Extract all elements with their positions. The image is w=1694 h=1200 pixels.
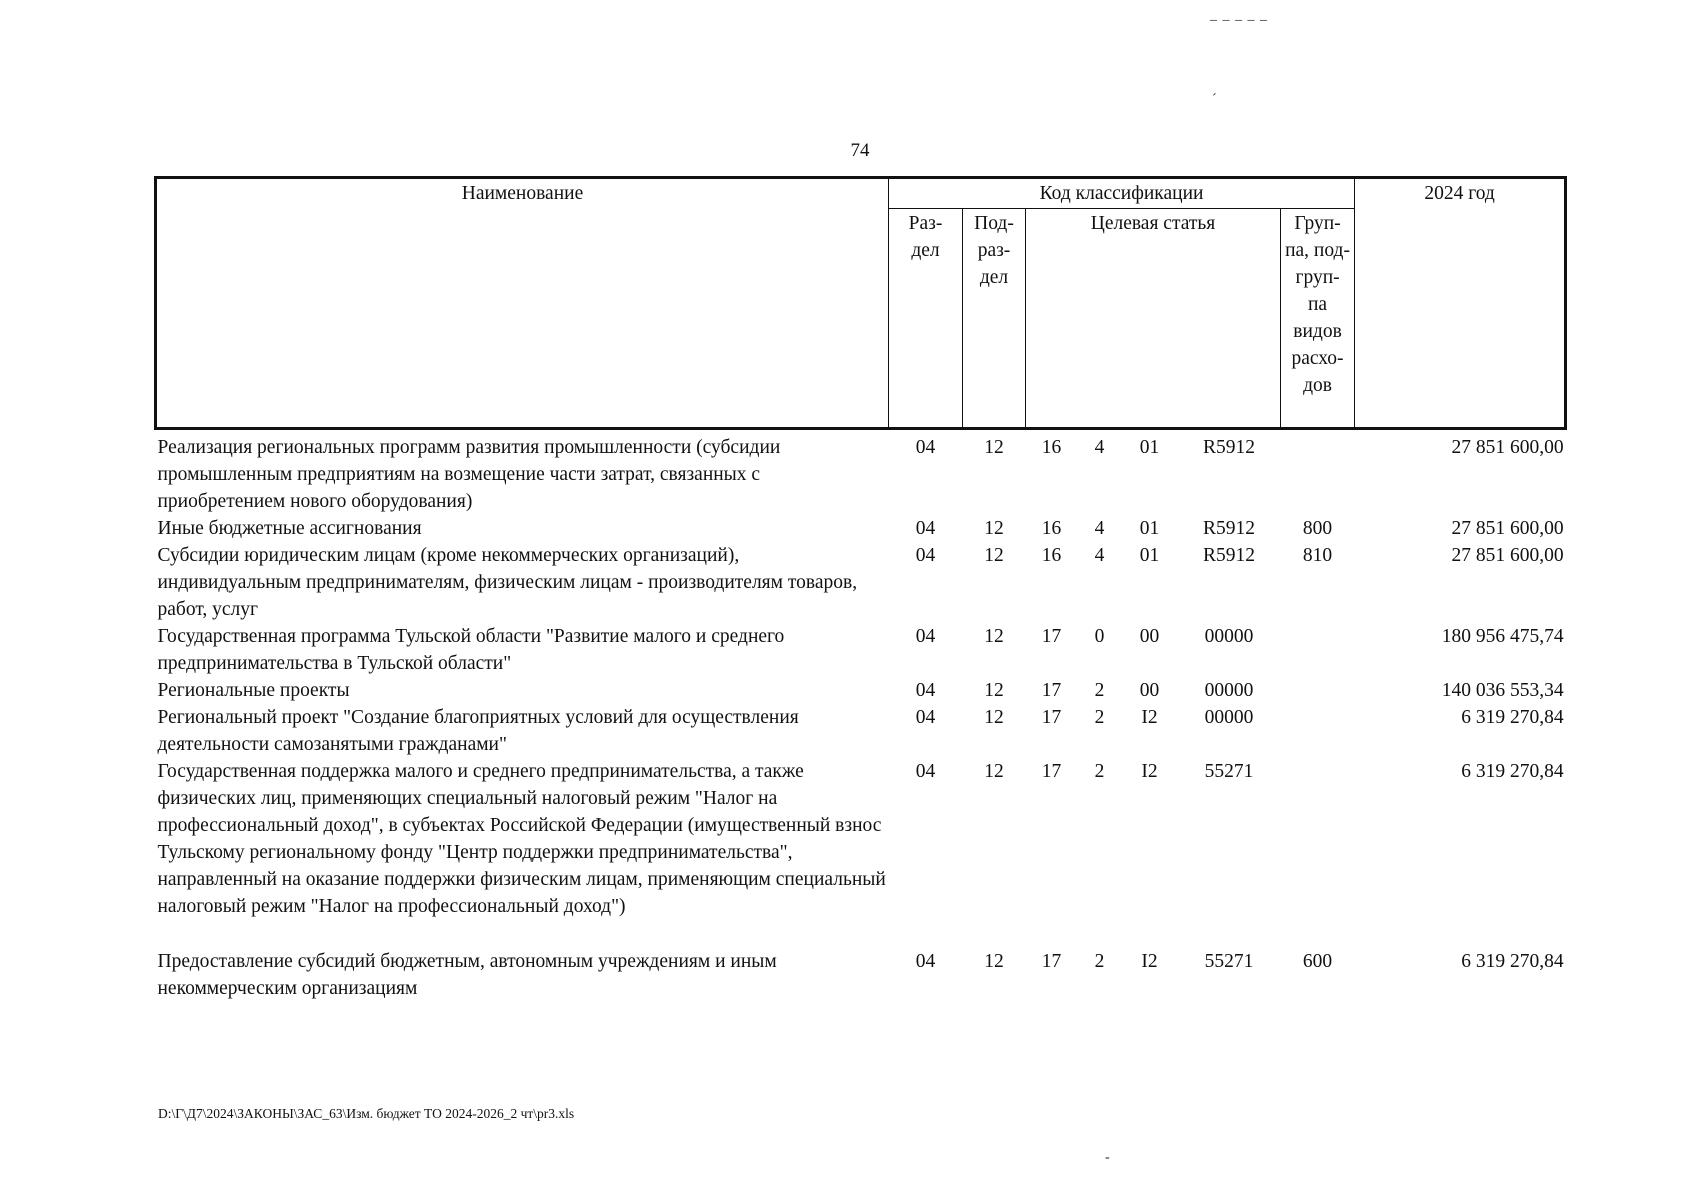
row-target-direction: 00000 bbox=[1204, 680, 1254, 701]
row-target-direction: R5912 bbox=[1202, 545, 1255, 566]
row-subsection: 12 bbox=[984, 626, 1004, 647]
row-subsection: 12 bbox=[984, 545, 1004, 566]
row-target-subprogram: 2 bbox=[1094, 707, 1105, 728]
row-name: Региональные проекты bbox=[157, 680, 350, 701]
row-amount: 27 851 600,00 bbox=[1451, 437, 1564, 458]
row-expense-group bbox=[1281, 704, 1355, 758]
file-path-footer: D:\Г\Д7\2024\ЗАКОНЫ\ЗАС_63\Изм. бюджет ТО 2024-2026_2 чт\pr3.xls bbox=[158, 1106, 575, 1121]
row-section: 04 bbox=[915, 707, 936, 728]
table-header bbox=[156, 178, 1566, 429]
row-target-program: 17 bbox=[1041, 707, 1062, 728]
row-subsection: 12 bbox=[984, 761, 1004, 782]
row-subsection: 12 bbox=[984, 518, 1004, 539]
row-section: 04 bbox=[915, 437, 936, 458]
row-target-event: 01 bbox=[1139, 545, 1160, 566]
row-target-direction: 00000 bbox=[1204, 707, 1254, 728]
page-number: 74 bbox=[850, 140, 870, 161]
scan-mark: ˊ bbox=[1212, 92, 1217, 107]
row-expense-group: 600 bbox=[1302, 951, 1333, 972]
row-target-direction: 00000 bbox=[1204, 626, 1254, 647]
row-target-event: I2 bbox=[1141, 761, 1158, 782]
row-amount: 6 319 270,84 bbox=[1461, 951, 1564, 972]
scan-mark: - bbox=[1105, 1150, 1110, 1165]
row-target-event: 00 bbox=[1139, 680, 1160, 701]
budget-table bbox=[154, 176, 1567, 1002]
row-target-subprogram: 2 bbox=[1094, 761, 1105, 782]
row-target-program: 17 bbox=[1041, 951, 1062, 972]
row-target-event: 00 bbox=[1139, 626, 1160, 647]
row-target-event: 01 bbox=[1139, 437, 1160, 458]
table-row bbox=[156, 429, 1566, 516]
row-target-program: 17 bbox=[1041, 626, 1062, 647]
table-row bbox=[156, 948, 1566, 1002]
table-row bbox=[156, 623, 1566, 677]
table-row bbox=[156, 542, 1566, 623]
header-name: Наименование bbox=[156, 178, 889, 429]
row-target-subprogram: 4 bbox=[1094, 437, 1105, 458]
row-expense-group bbox=[1281, 623, 1355, 677]
table-row bbox=[156, 677, 1566, 704]
row-target-program: 16 bbox=[1041, 545, 1062, 566]
row-target-direction: 55271 bbox=[1204, 761, 1254, 782]
row-target-subprogram: 4 bbox=[1094, 545, 1105, 566]
row-target-event: I2 bbox=[1141, 707, 1158, 728]
row-amount: 140 036 553,34 bbox=[1441, 680, 1564, 701]
row-name: Государственная программа Тульской области "Развитие малого и среднего предпринимательства в Тульской области" bbox=[157, 626, 785, 674]
scan-mark: _ _ _ _ _ bbox=[1210, 8, 1268, 23]
table-row bbox=[156, 515, 1566, 542]
row-amount: 6 319 270,84 bbox=[1461, 707, 1564, 728]
row-target-subprogram: 2 bbox=[1094, 680, 1105, 701]
table-row bbox=[156, 704, 1566, 758]
row-target-subprogram: 0 bbox=[1094, 626, 1105, 647]
row-section: 04 bbox=[915, 626, 936, 647]
row-section: 04 bbox=[915, 545, 936, 566]
row-expense-group bbox=[1281, 429, 1355, 516]
row-target-program: 16 bbox=[1041, 518, 1062, 539]
row-section: 04 bbox=[915, 680, 936, 701]
header-year: 2024 год bbox=[1355, 178, 1566, 429]
table-row bbox=[156, 758, 1566, 948]
row-subsection: 12 bbox=[984, 951, 1004, 972]
row-name: Предоставление субсидий бюджетным, автономным учреждениям и иным некоммерческим организациям bbox=[157, 951, 777, 999]
row-expense-group: 800 bbox=[1302, 518, 1333, 539]
row-name: Региональный проект "Создание благоприятных условий для осуществления деятельности самозанятыми гражданами" bbox=[157, 707, 799, 755]
row-section: 04 bbox=[915, 951, 936, 972]
row-target-program: 17 bbox=[1041, 680, 1062, 701]
row-subsection: 12 bbox=[984, 437, 1004, 458]
header-classification-code: Код классификации bbox=[889, 178, 1355, 209]
header-subsection: Под- раз- дел bbox=[963, 209, 1026, 429]
row-target-subprogram: 2 bbox=[1094, 951, 1105, 972]
row-name: Реализация региональных программ развития промышленности (субсидии промышленным предприятиям на возмещение части затрат, связанных с приобретением нового оборудования) bbox=[157, 437, 781, 512]
row-expense-group bbox=[1281, 758, 1355, 948]
row-target-direction: 55271 bbox=[1204, 951, 1254, 972]
row-name: Государственная поддержка малого и среднего предпринимательства, а также физических лиц, применяющих специальный налоговый режим "Налог на профессиональный доход", в субъектах Российской Федерации (имущественный взнос Тульскому региональному фонду "Центр поддержки предпринимательства", направленный на оказание поддержки физическим лицам, применяющим специальный налоговый режим "Налог на профессиональный доход") bbox=[157, 761, 886, 917]
row-name: Субсидии юридическим лицам (кроме некоммерческих организаций), индивидуальным предпринимателям, физическим лицам - производителям товаров, работ, услуг bbox=[157, 545, 858, 620]
header-section: Раз- дел bbox=[889, 209, 963, 429]
row-target-direction: R5912 bbox=[1202, 437, 1255, 458]
row-expense-group: 810 bbox=[1302, 545, 1333, 566]
row-amount: 27 851 600,00 bbox=[1451, 545, 1564, 566]
header-expense-group: Груп- па, под- груп- па видов расхо- дов bbox=[1281, 209, 1355, 429]
row-expense-group bbox=[1281, 677, 1355, 704]
row-name: Иные бюджетные ассигнования bbox=[157, 518, 422, 539]
row-amount: 27 851 600,00 bbox=[1451, 518, 1564, 539]
header-target-article: Целевая статья bbox=[1026, 209, 1281, 429]
row-target-subprogram: 4 bbox=[1094, 518, 1105, 539]
row-target-event: I2 bbox=[1141, 951, 1158, 972]
table-body bbox=[156, 429, 1566, 1003]
row-section: 04 bbox=[915, 518, 936, 539]
row-target-program: 16 bbox=[1041, 437, 1062, 458]
row-section: 04 bbox=[915, 761, 936, 782]
row-target-event: 01 bbox=[1139, 518, 1160, 539]
row-amount: 180 956 475,74 bbox=[1441, 626, 1564, 647]
row-amount: 6 319 270,84 bbox=[1461, 761, 1564, 782]
row-subsection: 12 bbox=[984, 707, 1004, 728]
row-subsection: 12 bbox=[984, 680, 1004, 701]
row-target-program: 17 bbox=[1041, 761, 1062, 782]
row-target-direction: R5912 bbox=[1202, 518, 1255, 539]
